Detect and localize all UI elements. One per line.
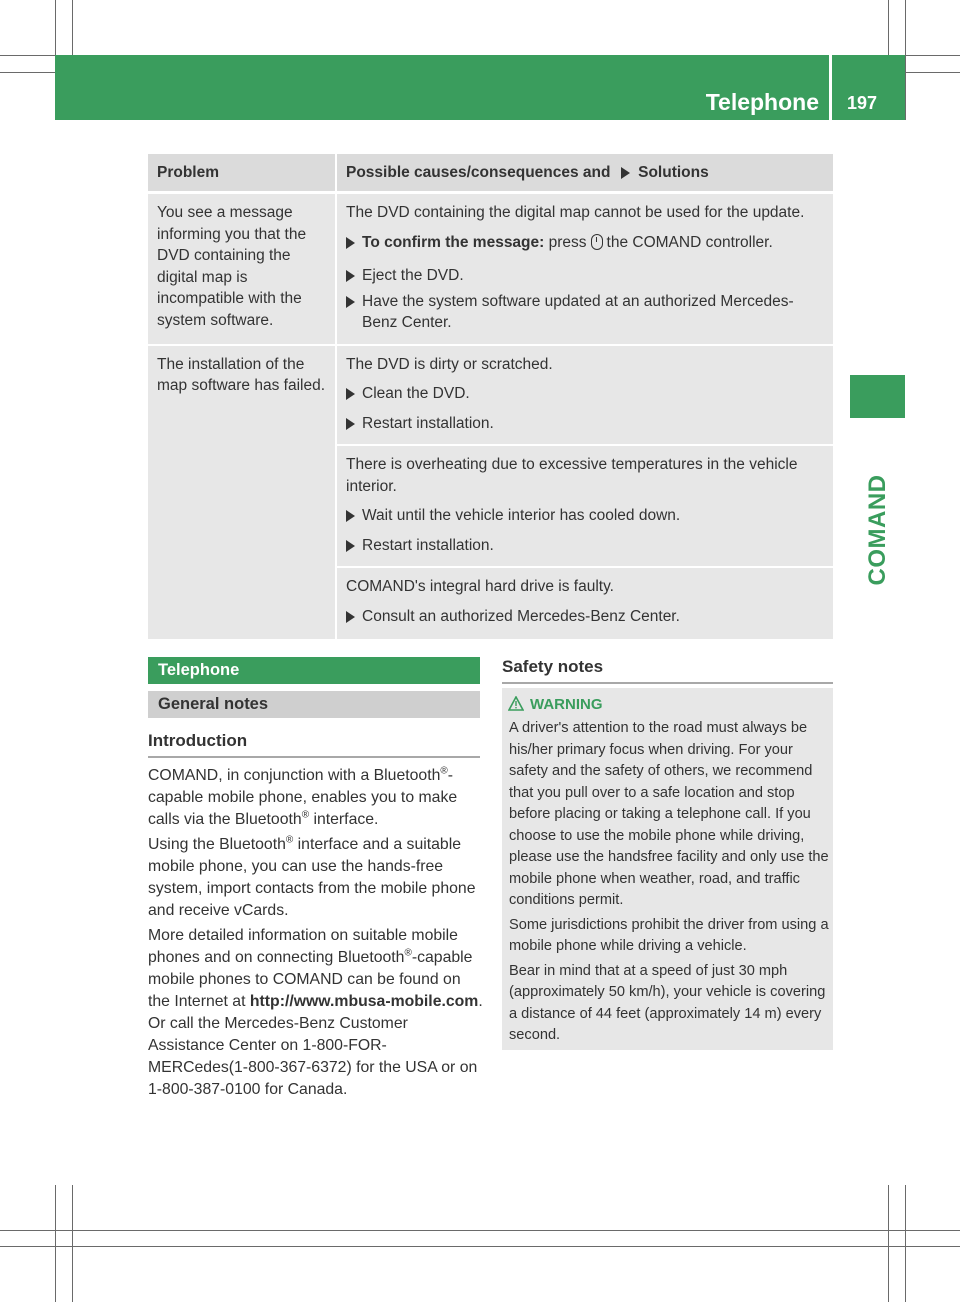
table-row: [148, 194, 833, 346]
crop-mark: [0, 1246, 960, 1247]
intro-paragraph: More detailed information on suitable mobile phones and on connecting Bluetooth®-capable mobile phones to COMAND can be found on the Internet at http://www.mbusa-mobile.com. Or call the Mercedes-Benz Customer Assistance Center on 1-800-FOR-MERCedes(1-800-367-6372) for the USA or on 1-800-387-0100 for Canada.: [148, 927, 483, 1098]
solution-step: To confirm the message: press the COMAND controller.: [346, 232, 824, 254]
table-header-row: [148, 154, 833, 194]
problem-cell: The installation of the map software has failed.: [148, 346, 337, 642]
solution-arrow-icon: [621, 167, 630, 179]
website-link[interactable]: http://www.mbusa-mobile.com: [249, 993, 479, 1010]
solution-step: Restart installation.: [346, 413, 824, 435]
crop-mark: [72, 1185, 73, 1302]
warning-body: [509, 718, 831, 1050]
table-row: [148, 346, 833, 447]
crop-mark: [888, 1185, 889, 1302]
warning-paragraph: Bear in mind that at a speed of just 30 mph (approximately 50 km/h), your vehicle is covering a distance of 44 feet (approximately 14 m) every second.: [509, 962, 826, 1043]
safety-heading: Safety notes: [502, 657, 833, 684]
page-header: [55, 55, 905, 120]
warning-box: [502, 688, 833, 1050]
column-header-problem: Problem: [148, 154, 337, 194]
step-arrow-icon: [346, 418, 355, 430]
solution-step: Have the system software updated at an authorized Mercedes-Benz Center.: [346, 291, 824, 334]
cause-text: The DVD containing the digital map cannot be used for the update.: [346, 204, 805, 221]
step-arrow-icon: [346, 237, 355, 249]
page-title: Telephone: [705, 89, 819, 115]
solution-step: Restart installation.: [346, 535, 824, 557]
warning-triangle-icon: [508, 696, 524, 711]
header-divider: [829, 55, 832, 120]
intro-text: [148, 765, 483, 1104]
solution-cell: [337, 346, 833, 447]
solution-cell: [337, 446, 833, 568]
crop-mark: [55, 1185, 56, 1302]
warning-paragraph: A driver's attention to the road must always be his/her primary focus when driving. For your safety and the safety of others, we recommend that you pull over to a safe location and stop before placing or taking a telephone call. If you choose to use the mobile phone while driving, please use the handsfree facility and only use the mobile phone when weather, road, and traffic conditions permit.: [509, 720, 829, 908]
step-arrow-icon: [346, 611, 355, 623]
warning-header: WARNING: [508, 694, 603, 716]
cause-text: The DVD is dirty or scratched.: [346, 355, 553, 373]
step-arrow-icon: [346, 388, 355, 400]
cause-text: COMAND's integral hard drive is faulty.: [346, 578, 614, 595]
column-header-solutions: Possible causes/consequences and Solutions: [337, 154, 833, 194]
step-arrow-icon: [346, 270, 355, 282]
solution-step: Wait until the vehicle interior has cooled down.: [346, 505, 824, 527]
warning-paragraph: Some jurisdictions prohibit the driver from using a mobile phone while driving a vehicle.: [509, 916, 829, 954]
step-arrow-icon: [346, 296, 355, 308]
solution-cell: [337, 568, 833, 641]
step-arrow-icon: [346, 510, 355, 522]
intro-paragraph: COMAND, in conjunction with a Bluetooth®-capable mobile phone, enables you to make calls via the Bluetooth® interface.: [148, 765, 458, 828]
crop-mark: [905, 0, 906, 120]
solution-step: Clean the DVD.: [346, 383, 824, 405]
section-title: Telephone: [148, 657, 480, 684]
controller-press-icon: [591, 234, 603, 250]
intro-paragraph: Using the Bluetooth® interface and a suitable mobile phone, you can use the hands-free system, import contacts from the mobile phone and receive vCards.: [148, 834, 476, 919]
chapter-label: COMAND: [864, 474, 891, 586]
crop-mark: [0, 1230, 960, 1231]
solution-cell: [337, 194, 833, 346]
step-arrow-icon: [346, 540, 355, 552]
section-subtitle: General notes: [148, 691, 480, 718]
page-number: 197: [846, 93, 877, 113]
solution-step: Eject the DVD.: [346, 265, 824, 287]
solution-step: Consult an authorized Mercedes-Benz Center.: [346, 606, 824, 628]
troubleshooting-table: [148, 154, 833, 641]
problem-cell: You see a message informing you that the DVD containing the digital map is incompatible with the system software.: [148, 194, 337, 346]
cause-text: There is overheating due to excessive temperatures in the vehicle interior.: [346, 456, 798, 495]
crop-mark: [905, 1185, 906, 1302]
intro-heading: Introduction: [148, 731, 480, 758]
chapter-tab: [850, 375, 905, 418]
